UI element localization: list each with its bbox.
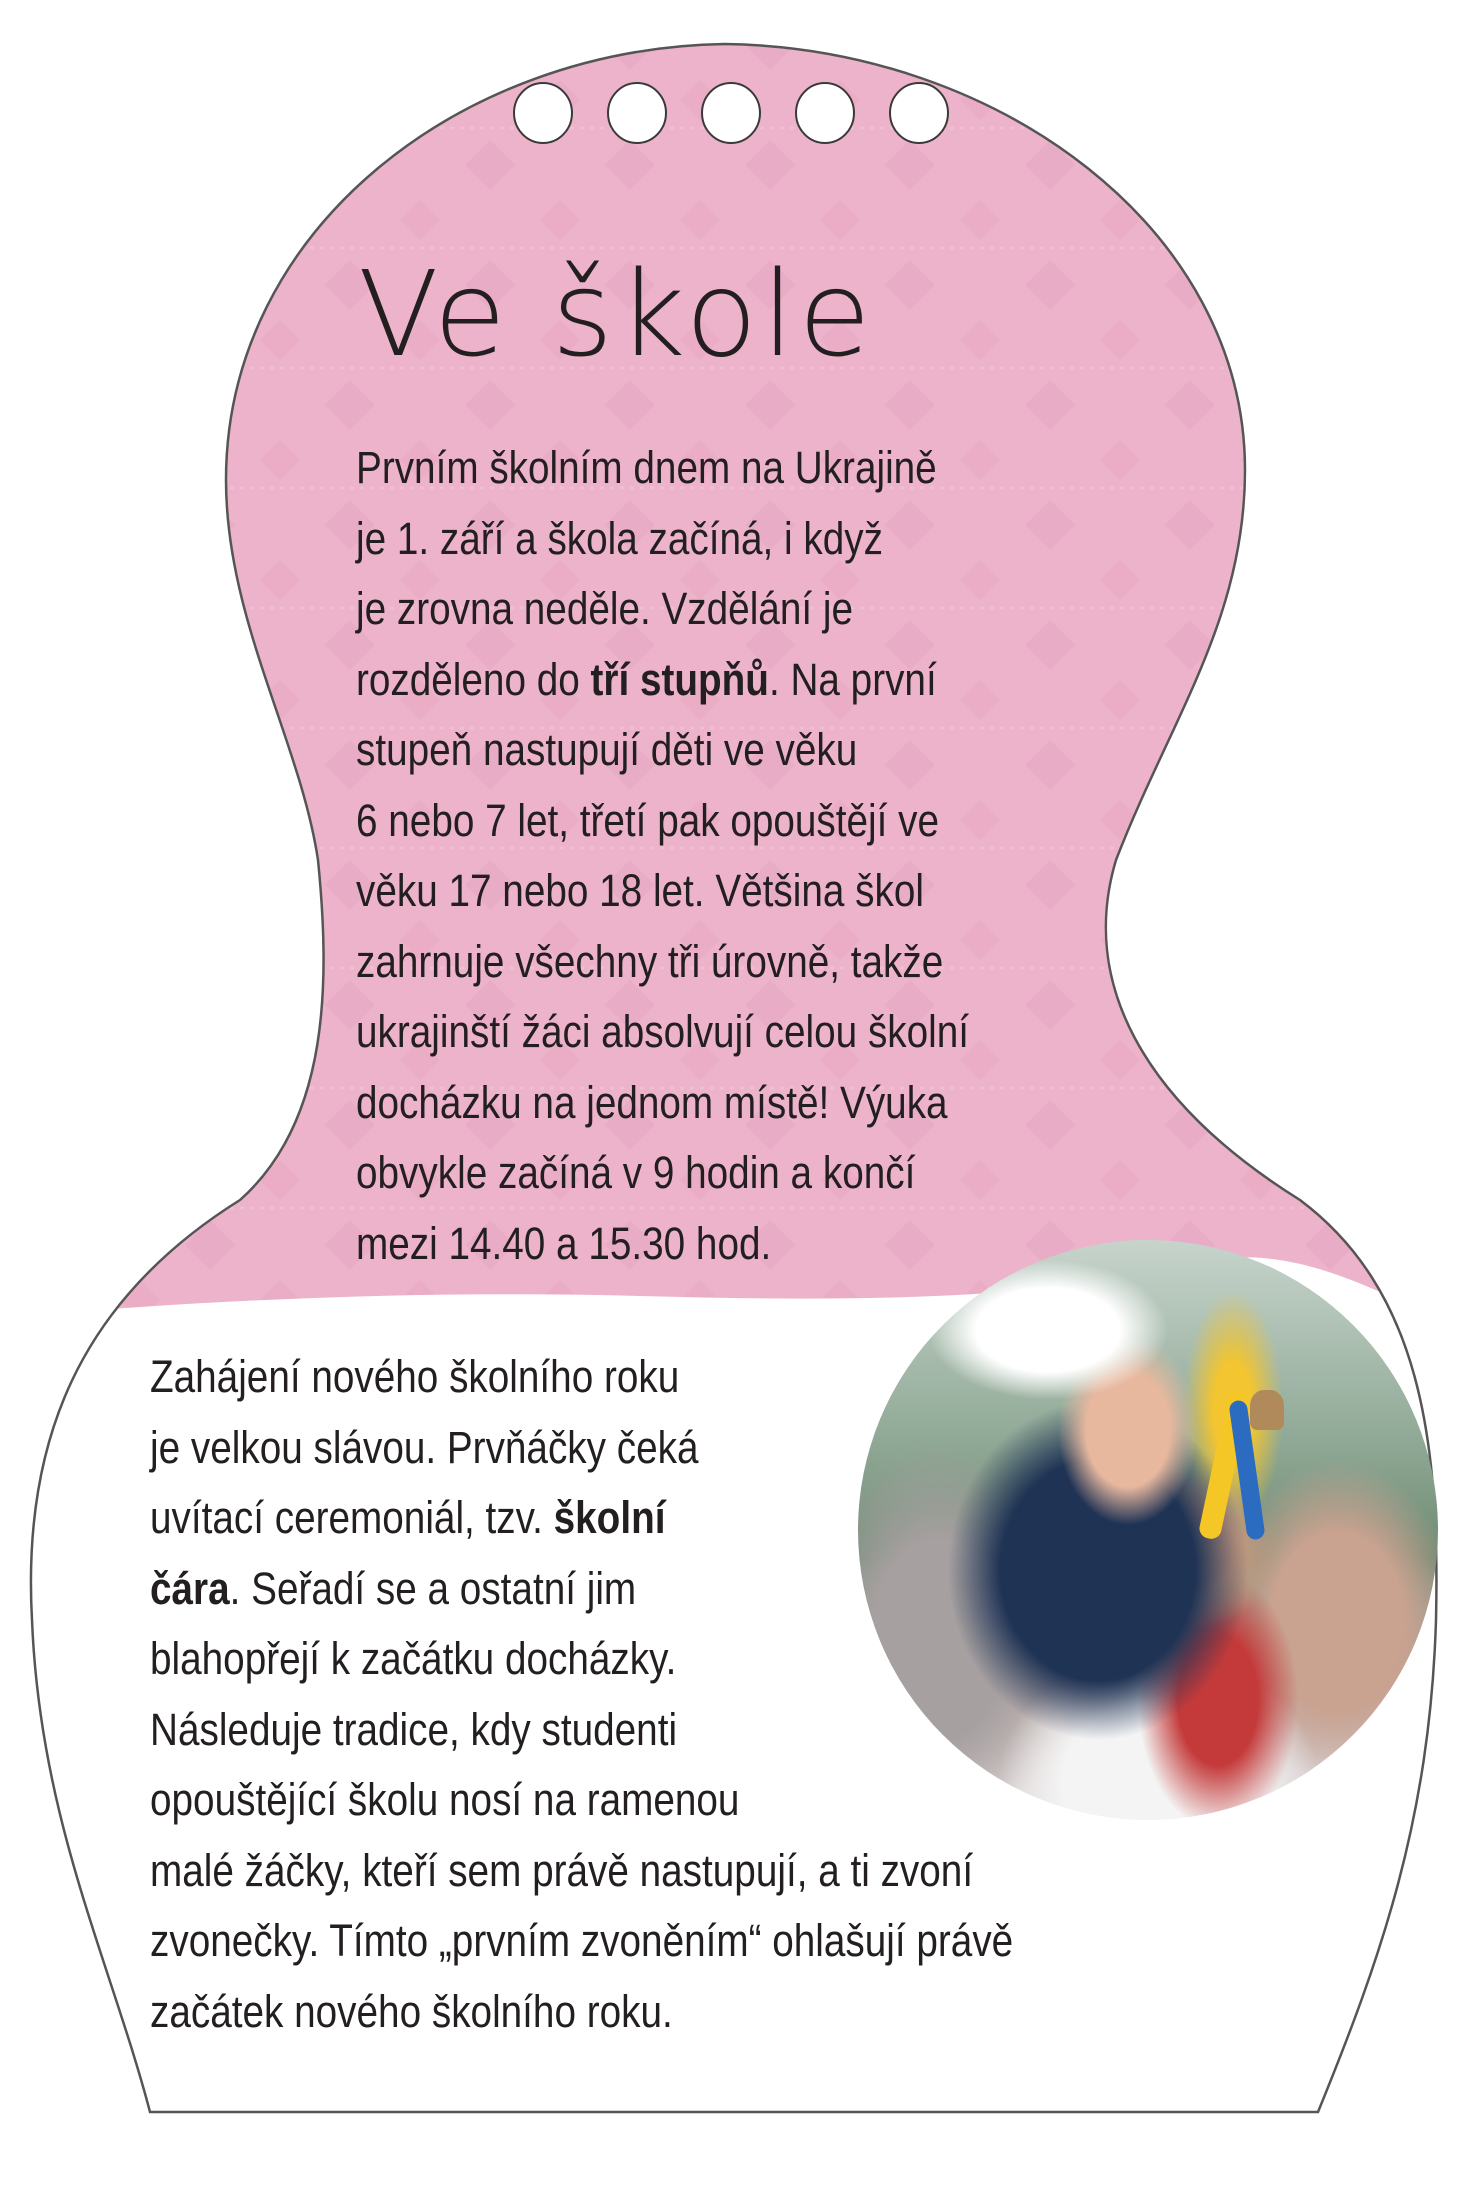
text-line: Prvním školním dnem na Ukrajině xyxy=(356,442,937,493)
text-line: stupeň nastupují děti ve věku xyxy=(356,724,858,775)
text-line: je velkou slávou. Prvňáčky čeká xyxy=(150,1421,699,1473)
text-line: zahrnuje všechny tři úrovně, takže xyxy=(356,935,944,987)
page-title: Ve škole xyxy=(358,245,875,383)
text-line: Zahájení nového školního roku xyxy=(150,1351,680,1402)
binder-hole-3 xyxy=(702,83,760,143)
text-line: zvonečky. Tímto „prvním zvoněním“ ohlašují právě xyxy=(150,1915,1014,1966)
text-line xyxy=(150,1483,1013,1554)
binder-hole-1 xyxy=(514,83,572,143)
bold-term-cara: čára xyxy=(150,1562,230,1614)
text-run: uvítací ceremoniál, tzv. xyxy=(150,1492,554,1543)
text-line: obvykle začíná v 9 hodin a končí xyxy=(356,1147,916,1198)
text-line: je 1. září a škola začíná, i když xyxy=(356,512,883,564)
tradition-paragraph xyxy=(150,1342,1154,2047)
text-run: . Na první xyxy=(768,653,937,705)
binder-hole-2 xyxy=(608,83,666,143)
text-line: 6 nebo 7 let, třetí pak opouštějí ve xyxy=(356,794,940,846)
text-line: docházku na jednom místě! Výuka xyxy=(356,1076,948,1128)
binder-hole-4 xyxy=(796,83,854,143)
text-line: blahopřejí k začátku docházky. xyxy=(150,1633,677,1684)
text-line: věku 17 nebo 18 let. Většina škol xyxy=(356,865,924,916)
text-line xyxy=(356,645,969,716)
text-line: malé žáčky, kteří sem právě nastupují, a ti zvoní xyxy=(150,1844,974,1896)
binder-hole-5 xyxy=(890,83,948,143)
bell-icon xyxy=(1250,1390,1284,1430)
intro-paragraph xyxy=(356,433,1069,1279)
bold-term-skolni: školní xyxy=(553,1492,666,1543)
text-line: začátek nového školního roku. xyxy=(150,1985,673,2037)
text-line xyxy=(150,1554,1013,1625)
text-run: rozděleno do xyxy=(356,653,591,705)
text-line: Následuje tradice, kdy studenti xyxy=(150,1703,678,1755)
text-line: opouštějící školu nosí na ramenou xyxy=(150,1774,740,1825)
text-run: . Seřadí se a ostatní jim xyxy=(229,1562,637,1614)
bold-term-tri-stupnu: tří stupňů xyxy=(590,653,769,705)
text-line: mezi 14.40 a 15.30 hod. xyxy=(356,1217,772,1269)
text-line: ukrajinští žáci absolvují celou školní xyxy=(356,1006,970,1057)
text-line: je zrovna neděle. Vzdělání je xyxy=(356,583,853,634)
